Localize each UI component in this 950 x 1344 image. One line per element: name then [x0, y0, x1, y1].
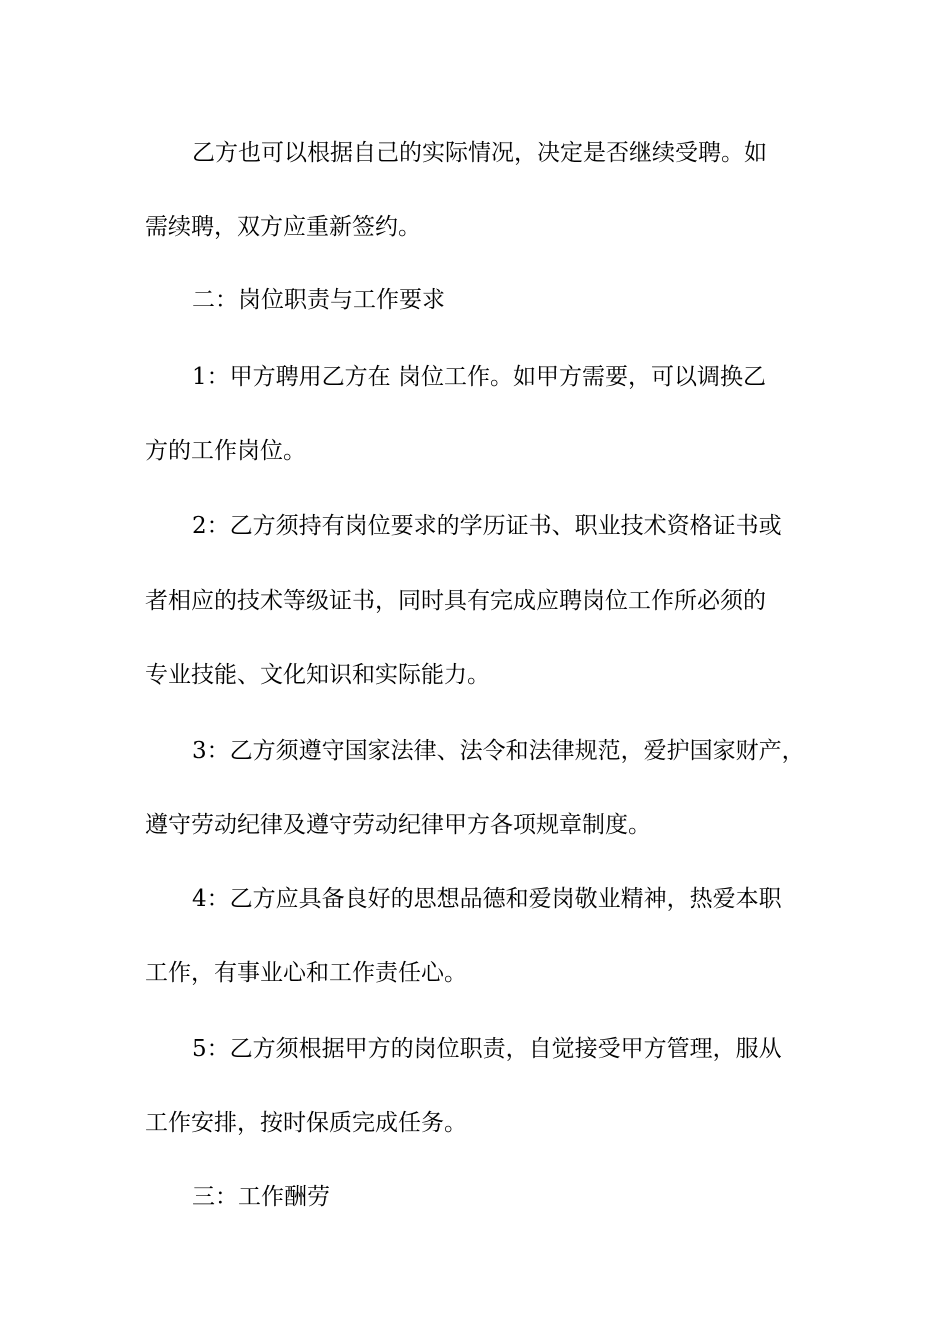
section-heading: 二：岗位职责与工作要求	[192, 287, 445, 313]
text-line: 工作，有事业心和工作责任心。	[145, 960, 467, 986]
text-line: 5：乙方须根据甲方的岗位职责，自觉接受甲方管理，服从	[192, 1036, 782, 1062]
text-line: 方的工作岗位。	[145, 438, 306, 464]
text-line: 4：乙方应具备良好的思想品德和爱岗敬业精神，热爱本职	[192, 886, 782, 912]
text-line: 者相应的技术等级证书，同时具有完成应聘岗位工作所必须的	[145, 588, 766, 614]
text-line: 遵守劳动纪律及遵守劳动纪律甲方各项规章制度。	[145, 812, 651, 838]
text-line: 专业技能、文化知识和实际能力。	[145, 662, 490, 688]
text-line: 3：乙方须遵守国家法律、法令和法律规范，爱护国家财产，	[192, 738, 805, 764]
text-line: 乙方也可以根据自己的实际情况，决定是否继续受聘。如	[192, 140, 767, 166]
text-line: 2：乙方须持有岗位要求的学历证书、职业技术资格证书或	[192, 513, 782, 539]
text-line: 1：甲方聘用乙方在 岗位工作。如甲方需要，可以调换乙	[192, 364, 766, 390]
text-line: 需续聘，双方应重新签约。	[145, 214, 421, 240]
text-line: 工作安排，按时保质完成任务。	[145, 1110, 467, 1136]
section-heading: 三：工作酬劳	[192, 1184, 330, 1210]
